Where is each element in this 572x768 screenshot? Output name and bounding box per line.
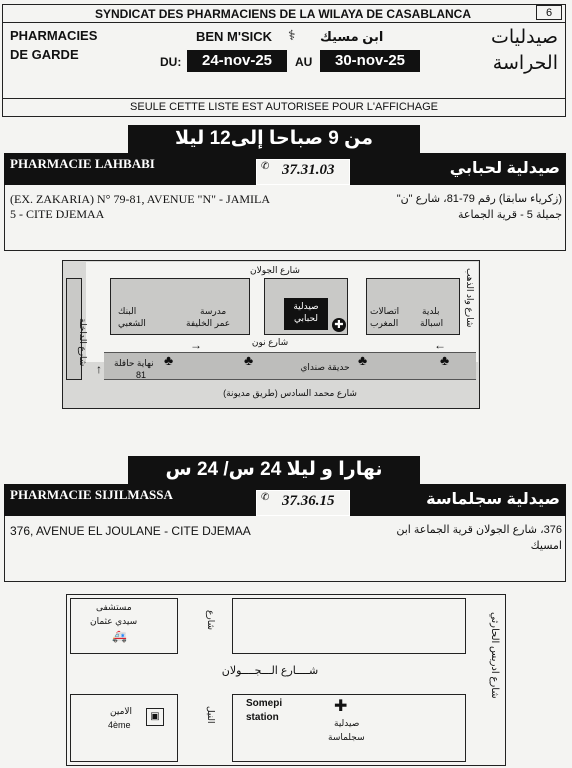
arrow-left-icon: ← — [434, 338, 446, 352]
bld1-label-2: الشعبي — [118, 318, 146, 328]
page-number: 6 — [536, 5, 562, 20]
tree-icon: ♣ — [440, 352, 450, 368]
street-bottom-label: شارع محمد السادس (طريق مديونة) — [223, 388, 357, 398]
ambulance-icon: 🚑 — [112, 629, 127, 643]
address-fr-2: 376, AVENUE EL JOULANE - CITE DJEMAA — [10, 524, 251, 538]
map-pharmacy-label-1: صيدلية — [293, 301, 319, 311]
au-label: AU — [295, 55, 313, 69]
bld2-label-1: مدرسة — [200, 306, 227, 316]
somepi-label-2: station — [246, 712, 279, 723]
alamine-label-2: 4ème — [108, 720, 131, 730]
syndicate-title: SYNDICAT DES PHARMACIENS DE LA WILAYA DE CASABLANCA — [94, 7, 472, 21]
caduceus-icon: ⚕ — [288, 27, 296, 43]
bus-end-label: نهاية حافلة — [114, 358, 154, 368]
arrow-right-icon: → — [190, 338, 202, 352]
phone-icon: ✆ — [261, 492, 270, 503]
park-label: حديقة صنداي — [300, 362, 350, 372]
label-fr-2: DE GARDE — [10, 47, 79, 62]
address-ar-1b: جميلة 5 - قرية الجماعة — [457, 209, 562, 221]
bank-icon: ▣ — [146, 708, 164, 726]
address-ar-2a: 376، شارع الجولان قرية الجماعة ابن — [396, 524, 562, 536]
pharmacy-name-ar-2: صيدلية سجلماسة — [426, 491, 560, 508]
label-ar-1: صيدليات — [490, 27, 558, 48]
street-vertical-top: شارع — [206, 610, 216, 630]
street-main-label: شــــارع الـــجــــولان — [221, 665, 319, 677]
tree-icon: ♣ — [164, 352, 174, 368]
street-middle-label: شارع نون — [251, 337, 289, 347]
du-label: DU: — [160, 55, 182, 69]
pharmacy-name-ar-1: صيدلية لحبابي — [449, 160, 560, 177]
somepi-label-1: Somepi — [246, 698, 283, 709]
label-ar-2: الحراسة — [492, 53, 558, 74]
block-top-right — [232, 598, 466, 654]
label-fr-1: PHARMACIES — [10, 28, 98, 43]
map2-pharmacy-label-2: سجلماسة — [328, 732, 365, 742]
street-right-label-2: شارع ادريس الحارثي — [489, 612, 500, 699]
tree-icon: ♣ — [358, 352, 368, 368]
district-fr: BEN M'SICK — [196, 29, 273, 44]
pharmacy-name-fr-2: PHARMACIE SIJILMASSA — [10, 487, 173, 502]
hospital-label-1: مستشفى — [96, 602, 132, 612]
divider — [2, 98, 566, 99]
date-from: 24-nov-25 — [187, 50, 287, 72]
date-to: 30-nov-25 — [320, 50, 420, 72]
bld1-label-1: البنك — [118, 306, 137, 316]
address-ar-1a: (زكرياء سابقا) رقم 79-81، شارع "ن" — [396, 193, 562, 205]
address-fr-1: (EX. ZAKARIA) N° 79-81, AVENUE "N" - JAMILA 5 - CITE DJEMAA — [10, 192, 270, 221]
map-pharmacy-label-2: لحبابي — [293, 313, 319, 323]
arrow-up-icon: ↑ — [96, 362, 102, 376]
time-banner-2: نهارا و ليلا 24 س/ 24 س — [128, 456, 420, 484]
divider — [2, 22, 566, 23]
bld5-label-2: اسبالة — [420, 318, 444, 328]
pharmacy-name-fr-1: PHARMACIE LAHBABI — [10, 156, 155, 171]
bld4-label-2: المغرب — [370, 318, 399, 328]
notice: SEULE CETTE LISTE EST AUTORISEE POUR L'AFFICHAGE — [130, 101, 438, 113]
phone-icon: ✆ — [261, 161, 270, 172]
pharmacy-cross-icon: ✚ — [334, 698, 348, 715]
pharmacy-cross-icon: ✚ — [332, 318, 346, 332]
district-ar: ابن مسيك — [320, 29, 384, 44]
map2-pharmacy-label-1: صيدلية — [334, 718, 360, 728]
bld2-label-2: عمر الخليفة — [186, 318, 231, 328]
phone-number-1: 37.31.03 — [282, 162, 335, 178]
time-banner-1: من 9 صباحا إلى12 ليلا — [128, 125, 420, 153]
alamine-label-1: الامين — [110, 706, 133, 716]
bus-number: 81 — [136, 370, 147, 380]
bld5-label-1: بلدية — [422, 306, 440, 316]
street-right-label: شارع واد الذهب — [465, 268, 475, 328]
bld4-label-1: اتصالات — [370, 306, 400, 316]
tree-icon: ♣ — [244, 352, 254, 368]
hospital-label-2: سيدي عثمان — [90, 616, 138, 626]
phone-number-2: 37.36.15 — [282, 493, 335, 509]
street-left-label: شارع الداخلة — [78, 318, 88, 367]
street-vertical-bottom: النيل — [206, 706, 216, 724]
street-top-label: شارع الجولان — [250, 265, 300, 275]
address-ar-2b: امسيك — [530, 540, 562, 552]
